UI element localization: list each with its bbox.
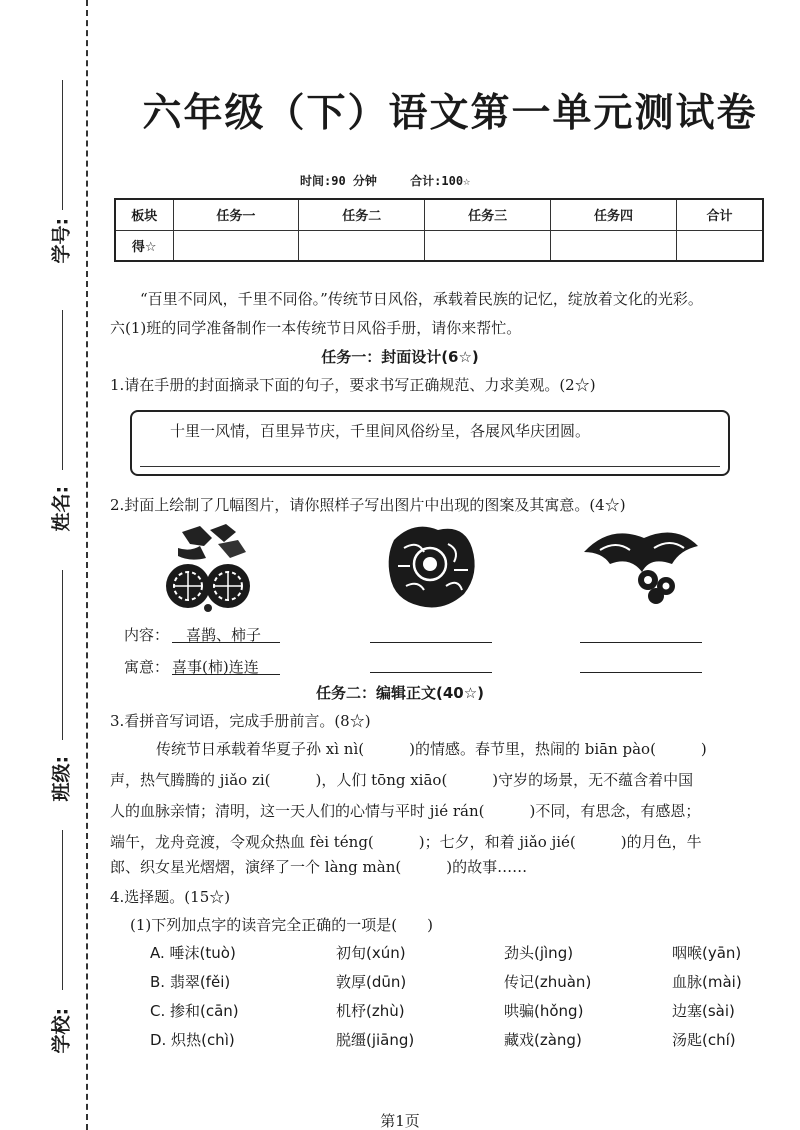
row-label: 得☆ (115, 230, 173, 261)
score-cell[interactable] (299, 230, 425, 261)
task2-heading: 任务二：编辑正文(40☆) (315, 684, 485, 702)
content-label: 内容： (124, 626, 170, 644)
score-table-header (115, 199, 763, 230)
preface-line-2: 声，热气腾腾的 jiǎo zi( )，人们 tōng xiāo( )守岁的场景，无不蕴含着中国 (110, 771, 694, 789)
option-d-1: D. 炽热(chì) (150, 1031, 235, 1049)
meaning-answer: 喜事(柿)连连 (172, 658, 259, 676)
intro-line-1: “百里不同风，千里不同俗。”传统节日风俗，承载着民族的记忆，绽放着文化的光彩。 (140, 290, 703, 308)
header-cell: 任务一 (173, 199, 299, 230)
task1-heading: 任务一：封面设计(6☆) (321, 348, 479, 366)
question-3: 3.看拼音写词语，完成手册前言。(8☆) (110, 712, 371, 730)
preface-line-1: 传统节日承载着华夏子孙 xì nì( )的情感。春节里，热闹的 biān pào( ) (156, 740, 707, 758)
header-cell: 任务四 (551, 199, 677, 230)
school-line (62, 830, 63, 990)
exam-meta (300, 172, 660, 189)
score-cell[interactable] (173, 230, 299, 261)
copy-sentence: 十里一风情，百里异节庆，千里间风俗纷呈，各展风华庆团圆。 (170, 422, 591, 440)
option-d-4: 汤匙(chí) (672, 1031, 736, 1049)
intro-line-2: 六(1)班的同学准备制作一本传统节日风俗手册，请你来帮忙。 (110, 319, 522, 337)
option-d-2: 脱缰(jiāng) (336, 1031, 415, 1049)
option-a-3: 劲头(jìng) (504, 944, 574, 962)
binding-dashed-line (86, 0, 88, 1130)
preface-line-5: 郎、织女星光熠熠，演绎了一个 làng màn( )的故事…… (110, 858, 528, 876)
content-blank-3[interactable] (580, 642, 702, 643)
question-4-1: (1)下列加点字的读音完全正确的一项是( ) (130, 916, 433, 934)
question-4: 4.选择题。(15☆) (110, 888, 231, 906)
papercut-bat-fruit-image (580, 524, 704, 606)
option-b-2: 敦厚(dūn) (336, 973, 407, 991)
meaning-label: 寓意： (124, 658, 170, 676)
content-blank-2[interactable] (370, 642, 492, 643)
meaning-line-1 (172, 674, 280, 675)
content-answer: 喜鹊、柿子 (186, 626, 262, 644)
header-cell: 板块 (115, 199, 173, 230)
student-id-label: 学号: (50, 217, 73, 264)
option-a-2: 初旬(xún) (336, 944, 406, 962)
papercut-flower-image (384, 520, 480, 612)
option-d-3: 藏戏(zàng) (504, 1031, 582, 1049)
question-2: 2.封面上绘制了几幅图片，请你照样子写出图片中出现的图案及其寓意。(4☆) (110, 496, 626, 514)
option-c-2: 机杼(zhù) (336, 1002, 405, 1020)
option-c-3: 哄骗(hǒng) (504, 1002, 584, 1020)
school-label: 学校: (50, 1007, 73, 1054)
header-cell: 任务三 (425, 199, 551, 230)
class-line (62, 570, 63, 740)
meaning-blank-3[interactable] (580, 672, 702, 673)
score-table (114, 198, 764, 262)
exam-time: 时间:90 分钟 (300, 174, 377, 188)
copy-box[interactable] (130, 410, 730, 476)
header-cell: 合计 (676, 199, 763, 230)
name-line (62, 310, 63, 470)
option-c-4: 边塞(sài) (672, 1002, 735, 1020)
exam-total: 合计:100☆ (410, 174, 471, 188)
option-a-1: A. 唾沫(tuò) (150, 944, 236, 962)
option-b-4: 血脉(mài) (672, 973, 742, 991)
papercut-magpie-persimmon-image (160, 522, 256, 614)
question-1: 1.请在手册的封面摘录下面的句子，要求书写正确规范、力求美观。(2☆) (110, 376, 596, 394)
page-title: 六年级（下）语文第一单元测试卷 (142, 91, 758, 136)
option-b-1: B. 翡翠(fěi) (150, 973, 231, 991)
header-cell: 任务二 (299, 199, 425, 230)
preface-line-3: 人的血脉亲情；清明，这一天人们的心情与平时 jié rán( )不同，有思念，有感恩； (110, 802, 701, 820)
score-cell[interactable] (425, 230, 551, 261)
class-label: 班级: (50, 755, 73, 802)
writing-line (140, 466, 720, 467)
score-cell[interactable] (551, 230, 677, 261)
score-cell[interactable] (676, 230, 763, 261)
content-line-1 (172, 642, 280, 643)
option-c-1: C. 掺和(cān) (150, 1002, 239, 1020)
option-b-3: 传记(zhuàn) (504, 973, 592, 991)
student-id-line (62, 80, 63, 210)
meaning-blank-2[interactable] (370, 672, 492, 673)
name-label: 姓名: (50, 485, 73, 532)
score-table-row (115, 230, 763, 261)
preface-line-4: 端午，龙舟竞渡，令观众热血 fèi téng( )；七夕，和着 jiǎo jié( )的月色，牛 (110, 833, 702, 851)
page-number: 第1页 (380, 1112, 420, 1130)
option-a-4: 咽喉(yān) (672, 944, 742, 962)
